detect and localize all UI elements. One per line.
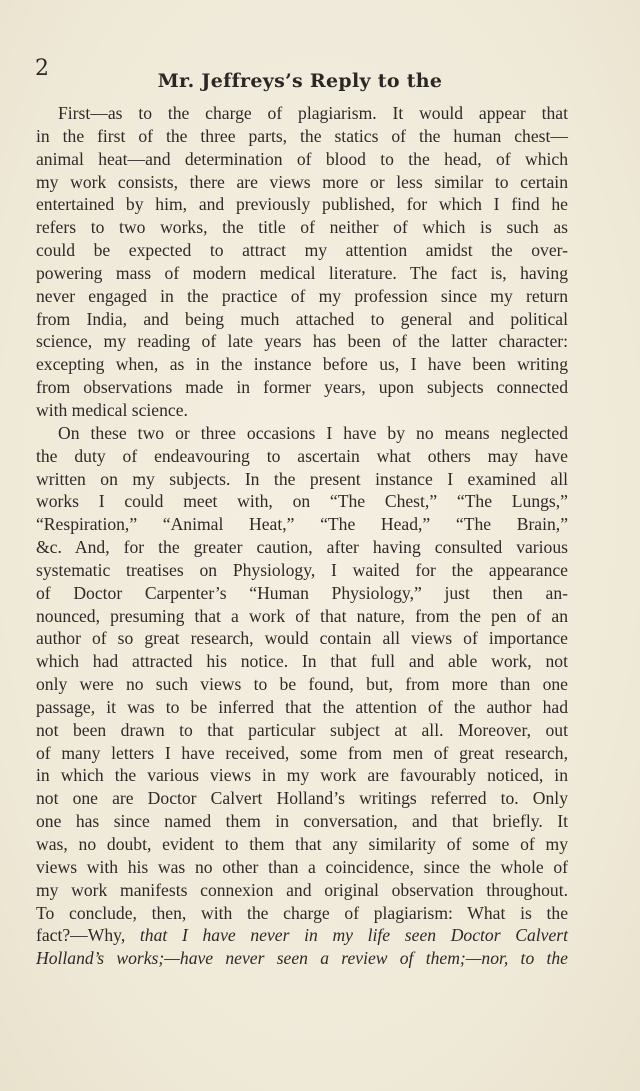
text-italic: to the (508, 948, 568, 969)
text-line: powering mass of modern medical literature. The fact is, having (36, 262, 568, 283)
text-line: of many letters I have received, some from men of great research, (36, 742, 568, 763)
text-line: On these two or three occasions I have by no means neglected (58, 422, 568, 443)
text-line: entertained by him, and previously published, for which I find he (36, 194, 568, 215)
text-line: To conclude, then, with the charge of plagiarism: What is the (36, 902, 568, 923)
text-line: of Doctor Carpenter’s “Human Physiology,” just then an- (36, 582, 568, 603)
text-line: First—as to the charge of plagiarism. It would appear that (58, 103, 568, 123)
text-line: from observations made in former years, upon subjects connected (36, 377, 568, 398)
page-number: 2 (35, 56, 49, 81)
text-line: my work manifests connexion and original observation throughout. (36, 879, 568, 900)
text-line: science, my reading of late years has been of the latter character: (36, 331, 568, 352)
text-line: works I could meet with, on “The Chest,” “The Lungs,” (36, 491, 568, 512)
text-line: refers to two works, the title of neither of which is such as (36, 217, 568, 238)
text-line: could be expected to attract my attention amidst the over- (36, 240, 568, 261)
text-line: in which the various views in my work are favourably noticed, in (36, 765, 568, 786)
text-line: views with his was no other than a coincidence, since the whole of (36, 856, 568, 877)
text-line: was, no doubt, evident to them that any similarity of some of my (36, 834, 568, 854)
paragraph-1 (36, 102, 568, 422)
text-italic: Holland’s works;—have never seen a review of them;—nor, (36, 948, 509, 969)
text-line: one has since named them in conversation, and that briefly. It (36, 811, 568, 832)
text-line: systematic treatises on Physiology, I waited for the appearance (36, 559, 568, 580)
text-line-mixed (36, 924, 568, 947)
text-line: author of so great research, would contain all views of importance (36, 628, 568, 649)
text-line: the duty of endeavouring to ascertain what others may have (36, 445, 568, 466)
text-italic: that I have never in my life seen Doctor Calvert (139, 925, 569, 946)
text-line: only were no such views to be found, but, from more than one (36, 674, 568, 695)
text-line-italic (36, 947, 568, 970)
text-roman: fact?—Why, (36, 925, 140, 946)
text-line: &c. And, for the greater caution, after having consulted various (36, 537, 568, 558)
text-line: from India, and being much attached to general and political (36, 308, 568, 329)
text-line: “Respiration,” “Animal Heat,” “The Head,” “The Brain,” (36, 514, 568, 535)
text-line: never engaged in the practice of my profession since my return (36, 285, 568, 306)
text-line: not been drawn to that particular subject at all. Moreover, out (36, 719, 568, 740)
text-line: passage, it was to be inferred that the attention of the author had (36, 696, 568, 717)
body-text (36, 102, 568, 970)
text-line: excepting when, as in the instance before us, I have been writing (36, 354, 568, 375)
text-line: animal heat—and determination of blood to the head, of which (36, 148, 568, 169)
text-line: not one are Doctor Calvert Holland’s writings referred to. Only (36, 788, 568, 809)
text-line: with medical science. (36, 399, 188, 420)
text-line: written on my subjects. In the present instance I examined all (36, 468, 568, 489)
paragraph-2 (36, 422, 568, 970)
text-line: in the first of the three parts, the statics of the human chest— (36, 125, 568, 146)
text-line: nounced, presuming that a work of that nature, from the pen of an (36, 605, 568, 626)
running-head: Mr. Jeffreys’s Reply to the (157, 70, 443, 92)
text-line: my work consists, there are views more or less similar to certain (36, 171, 568, 192)
text-line: which had attracted his notice. In that full and able work, not (36, 651, 568, 672)
